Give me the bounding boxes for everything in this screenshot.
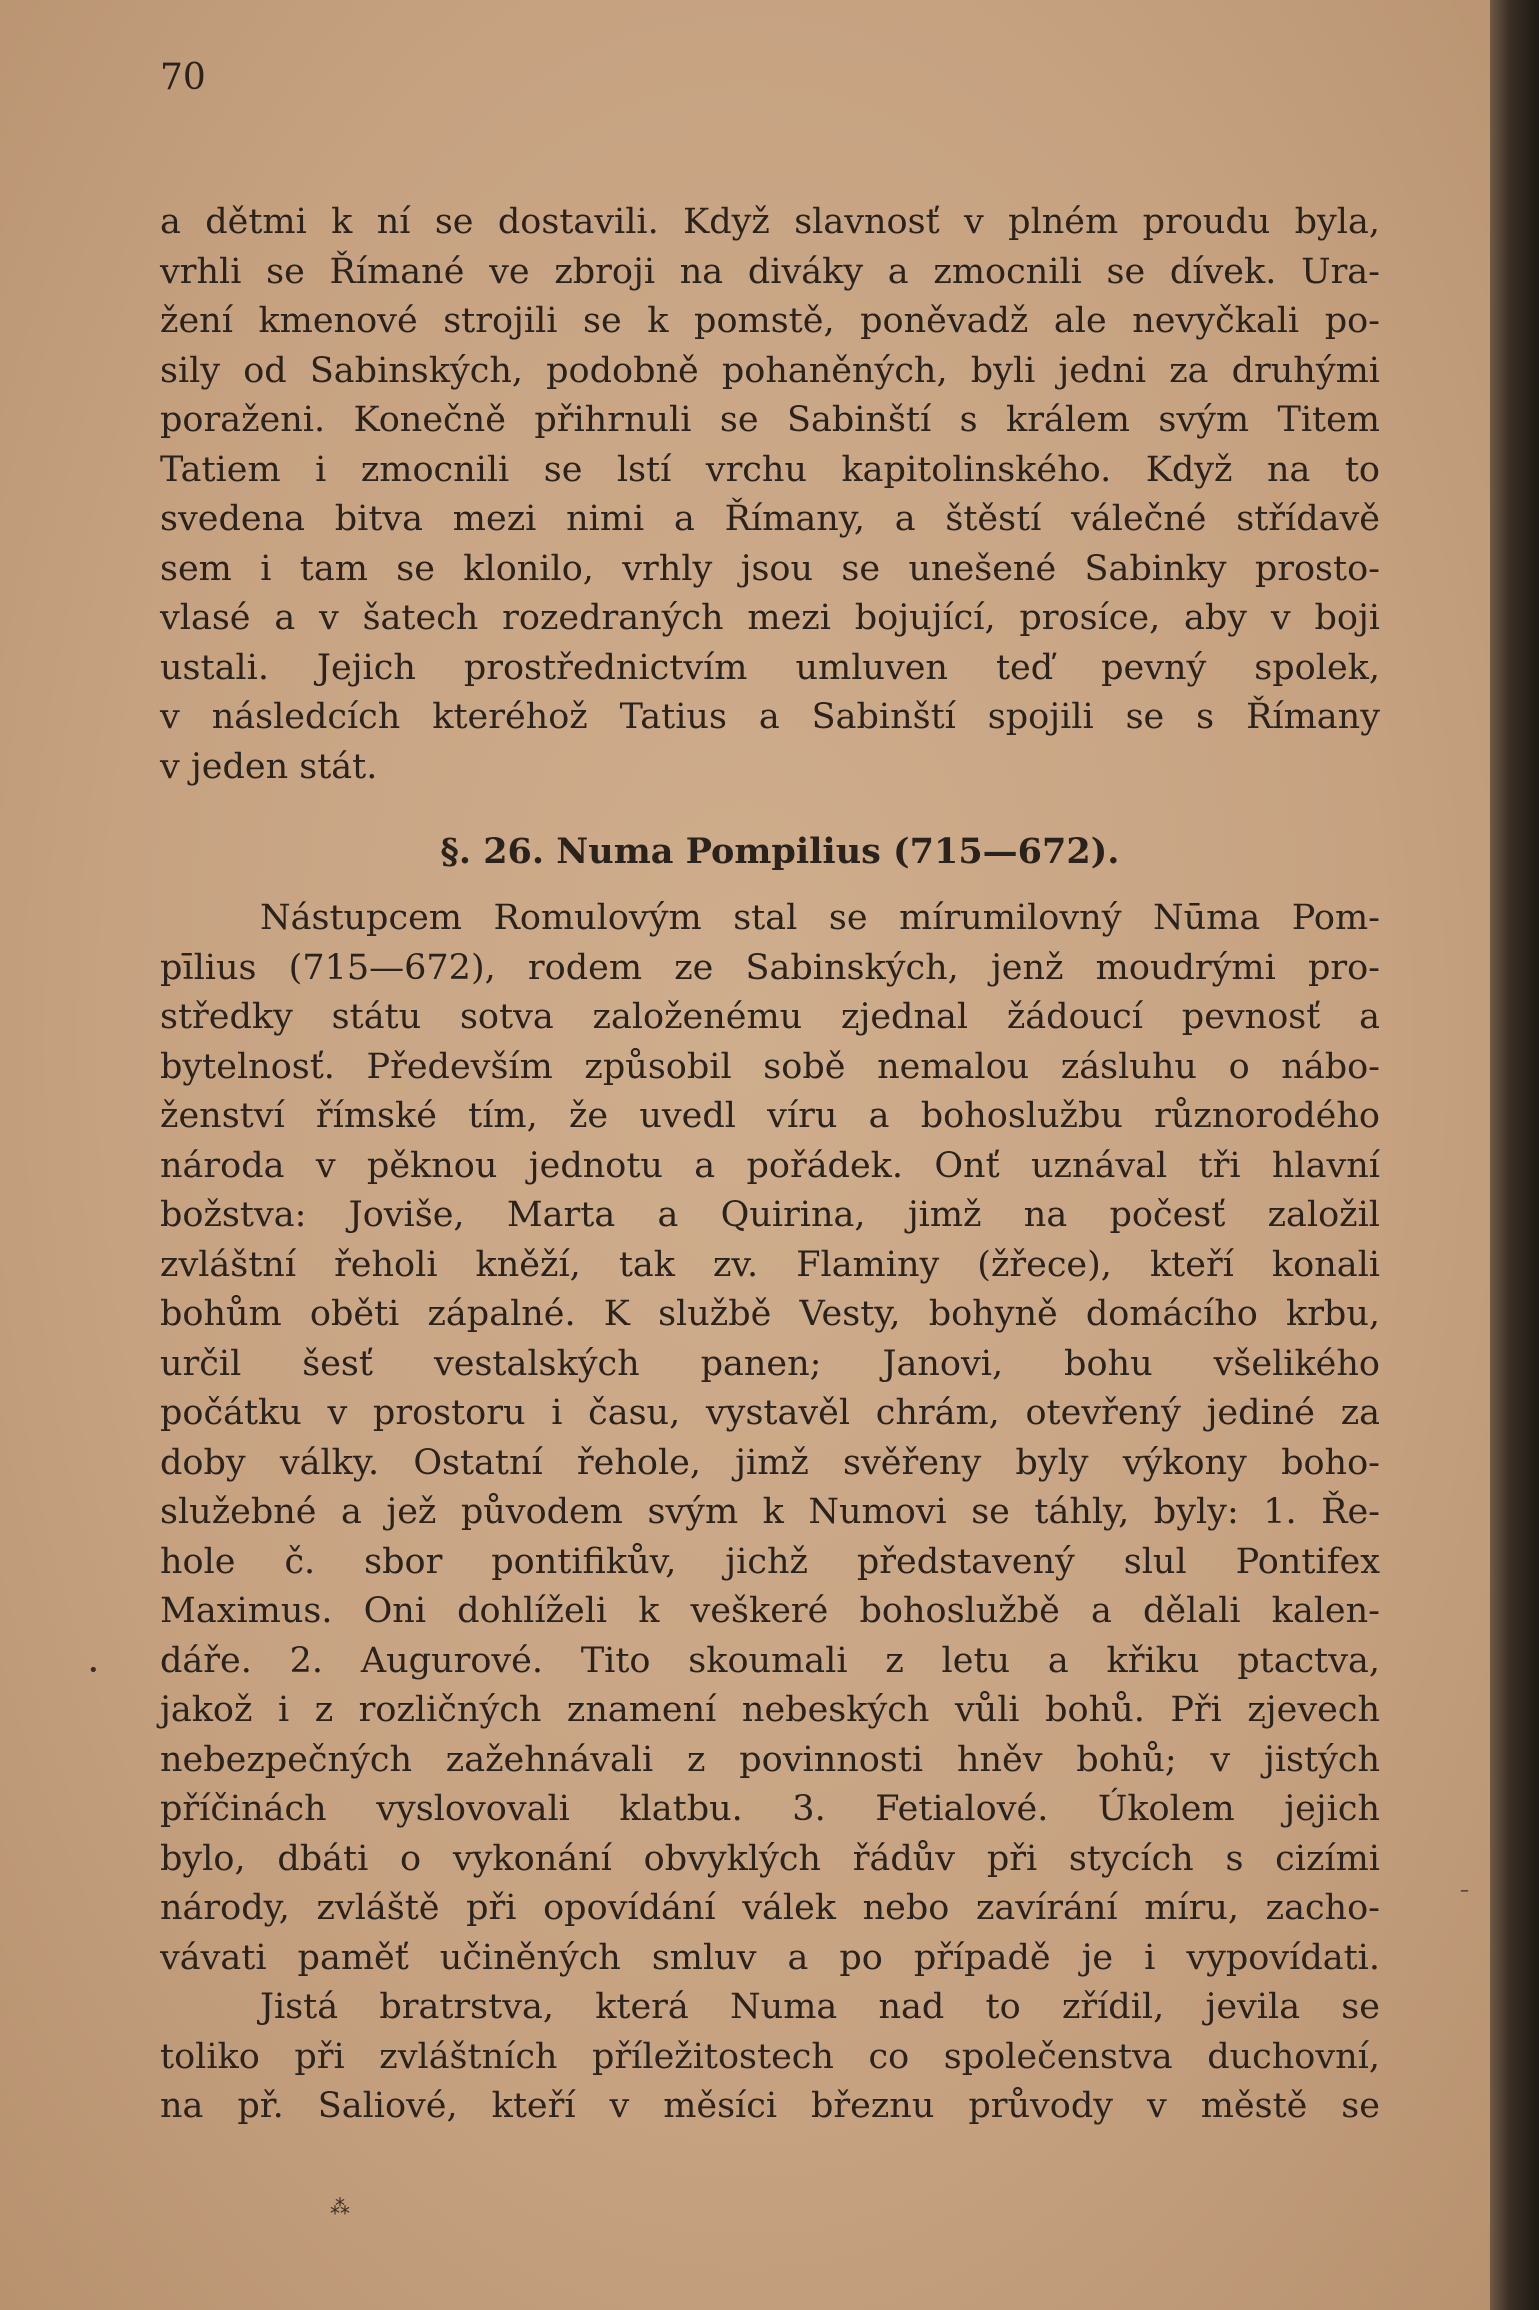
text-line: Nástupcem Romulovým stal se mírumilovný Nūma Pom- [260, 898, 1380, 938]
text-line: Tatiem i zmocnili se lstí vrchu kapitolinského. Když na to [160, 449, 1380, 490]
text-line: sem i tam se klonilo, vrhly jsou se unešené Sabinky prosto- [160, 548, 1380, 589]
text-line: hole č. sbor pontifikův, jichž představený slul Pontifex [160, 1541, 1380, 1582]
text-line: určil šesť vestalských panen; Janovi, bohu všelikého [160, 1343, 1380, 1384]
text-line: příčinách vyslovovali klatbu. 3. Fetialové. Úkolem jejich [160, 1789, 1380, 1829]
text-line: služebné a jež původem svým k Numovi se táhly, byly: 1. Ře- [160, 1492, 1380, 1532]
text-line: ženství římské tím, že uvedl víru a bohoslužbu různorodého [160, 1096, 1380, 1136]
text-line: vlasé a v šatech rozedraných mezi bojující, prosíce, aby v boji [160, 598, 1380, 638]
text-line-last: v jeden stát. [160, 746, 378, 787]
margin-speck: – [1460, 1880, 1469, 1901]
text-line: bohům oběti zápalné. K službě Vesty, bohyně domácího krbu, [160, 1294, 1380, 1334]
text-line: národy, zvláště při opovídání válek nebo zavírání míru, zacho- [160, 1888, 1380, 1928]
book-spine-shadow [1490, 0, 1539, 2310]
text-line: božstva: Joviše, Marta a Quirina, jimž na počesť založil [160, 1195, 1380, 1235]
text-line: středky státu sotva založenému zjednal žádoucí pevnosť a [160, 997, 1380, 1037]
page-content [160, 50, 1380, 2132]
margin-speck: • [88, 1660, 99, 1681]
text-line: a dětmi k ní se dostavili. Když slavnosť v plném proudu byla, [160, 202, 1380, 242]
text-line: jakož i z rozličných znamení nebeských vůli bohů. Při zjevech [160, 1690, 1380, 1730]
page-number: 70 [160, 57, 206, 98]
text-line: v následcích kteréhož Tatius a Sabinští spojili se s Římany [160, 697, 1380, 737]
text-line: bytelnosť. Především způsobil sobě nemalou zásluhu o nábo- [160, 1046, 1380, 1087]
text-line: pīlius (715—672), rodem ze Sabinských, jenž moudrými pro- [160, 947, 1380, 988]
section-heading: §. 26. Numa Pompilius (715—672). [440, 831, 1120, 872]
paragraph-numa [160, 894, 1380, 1983]
text-line: národa v pěknou jednotu a pořádek. Onť uznával tři hlavní [160, 1145, 1380, 1186]
text-line: dáře. 2. Augurové. Tito skoumali z letu a křiku ptactva, [160, 1640, 1380, 1681]
text-line: zvláštní řeholi kněží, tak zv. Flaminy (žřece), kteří konali [160, 1244, 1380, 1285]
text-line: bylo, dbáti o vykonání obvyklých řádův při stycích s cizími [160, 1838, 1380, 1879]
text-line: Maximus. Oni dohlíželi k veškeré bohoslužbě a dělali kalen- [160, 1591, 1380, 1631]
text-line: sily od Sabinských, podobně pohaněných, byli jedni za druhými [160, 350, 1380, 391]
text-line: počátku v prostoru i času, vystavěl chrám, otevřený jediné za [160, 1393, 1380, 1433]
paragraph-brotherhoods [160, 1983, 1380, 2132]
text-line: ustali. Jejich prostřednictvím umluven teď pevný spolek, [160, 647, 1380, 688]
text-line: vrhli se Římané ve zbroji na diváky a zmocnili se dívek. Ura- [160, 251, 1380, 292]
paragraph-intro [160, 198, 1380, 792]
text-line: toliko při zvláštních příležitostech co společenstva duchovní, [160, 2036, 1380, 2077]
text-line: žení kmenové strojili se k pomstě, poněvadž ale nevyčkali po- [160, 301, 1380, 341]
text-line: nebezpečných zažehnávali z povinnosti hněv bohů; v jistých [160, 1739, 1380, 1780]
ink-blot: ⁂ [330, 2195, 350, 2219]
text-line: poraženi. Konečně přihrnuli se Sabinští s králem svým Titem [160, 400, 1380, 440]
text-line-last: vávati paměť učiněných smluv a po případě je i vypovídati. [160, 1937, 1380, 1978]
text-line: svedena bitva mezi nimi a Římany, a štěstí válečné střídavě [160, 499, 1380, 539]
text-line: na př. Saliové, kteří v měsíci březnu průvody v městě se [160, 2086, 1380, 2126]
text-line: doby války. Ostatní řehole, jimž svěřeny byly výkony boho- [160, 1442, 1380, 1483]
text-line: Jistá bratrstva, která Numa nad to zřídil, jevila se [260, 1987, 1380, 2027]
